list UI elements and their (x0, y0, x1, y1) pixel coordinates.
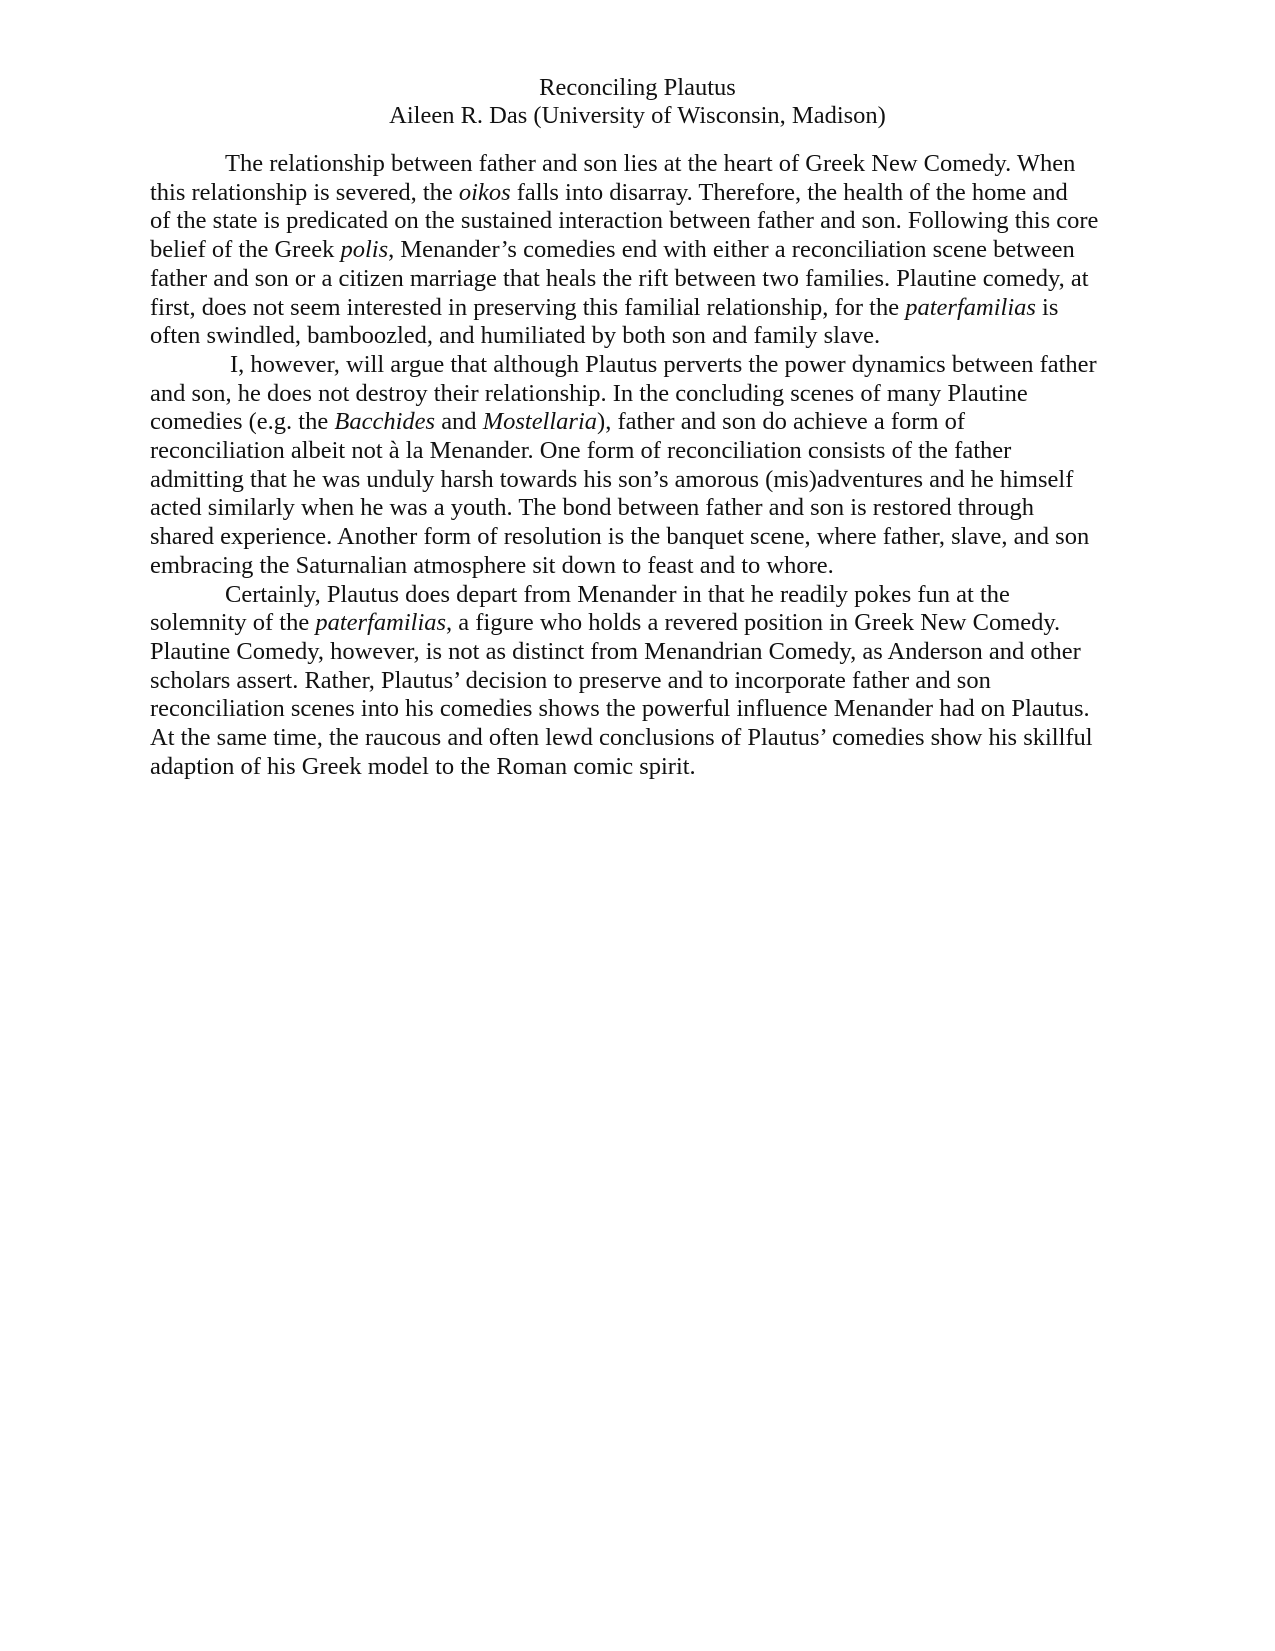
italic-term: paterfamilias (315, 609, 447, 637)
text-line: often swindled, bamboozled, and humiliated by both son and family slave. (150, 322, 881, 350)
abstract-body (150, 150, 1150, 781)
author-affiliation: Aileen R. Das (University of Wisconsin, Madison) (389, 102, 886, 129)
italic-term: Mostellaria (482, 408, 598, 436)
text-line: and son, he does not destroy their relationship. In the concluding scenes of many Plautine (150, 379, 1028, 407)
text-line: reconciliation scenes into his comedies shows the powerful influence Menander had on Plautus. (150, 695, 1090, 723)
text-line: acted similarly when he was a youth. The bond between father and son is restored through (150, 494, 1035, 522)
italic-term: Bacchides (334, 408, 436, 436)
text-line: this relationship is severed, the oikos falls into disarray. Therefore, the health of the home and (150, 178, 1068, 206)
document-title: Reconciling Plautus (539, 74, 736, 101)
paragraph-3 (150, 581, 1150, 782)
document-header (0, 74, 1275, 130)
text-line: The relationship between father and son lies at the heart of Greek New Comedy. When (225, 150, 1076, 177)
italic-term: polis (340, 236, 389, 264)
text-line: solemnity of the paterfamilias, a figure who holds a revered position in Greek New Comedy. (150, 609, 1061, 637)
text-line: Certainly, Plautus does depart from Menander in that he readily pokes fun at the (225, 580, 1010, 608)
paragraph-1 (150, 150, 1150, 351)
text-line: Plautine Comedy, however, is not as distinct from Menandrian Comedy, as Anderson and other (150, 637, 1081, 665)
italic-term: paterfamilias (905, 293, 1036, 321)
text-line: I, however, will argue that although Plautus perverts the power dynamics between father (230, 350, 1097, 378)
text-line: father and son or a citizen marriage that heals the rift between two families. Plautine comedy, at (150, 264, 1089, 292)
text-line: comedies (e.g. the Bacchides and Mostellaria), father and son do achieve a form of (150, 408, 966, 436)
text-line: admitting that he was unduly harsh towards his son’s amorous (mis)adventures and he himself (150, 465, 1074, 493)
text-line: belief of the Greek polis, Menander’s comedies end with either a reconciliation scene between (150, 236, 1075, 264)
text-line: scholars assert. Rather, Plautus’ decision to preserve and to incorporate father and son (150, 666, 991, 694)
text-line: reconciliation albeit not à la Menander. One form of reconciliation consists of the father (150, 437, 1012, 465)
italic-term: oikos (458, 178, 511, 206)
text-line: of the state is predicated on the sustained interaction between father and son. Following this core (150, 207, 1099, 235)
text-line: embracing the Saturnalian atmosphere sit down to feast and to whore. (150, 551, 834, 579)
paragraph-2 (150, 351, 1150, 581)
text-line: adaption of his Greek model to the Roman comic spirit. (150, 752, 696, 780)
text-line: first, does not seem interested in preserving this familial relationship, for the paterfamilias is (150, 293, 1059, 321)
text-line: shared experience. Another form of resolution is the banquet scene, where father, slave, and son (150, 523, 1090, 551)
text-line: At the same time, the raucous and often lewd conclusions of Plautus’ comedies show his skillful (150, 724, 1093, 752)
